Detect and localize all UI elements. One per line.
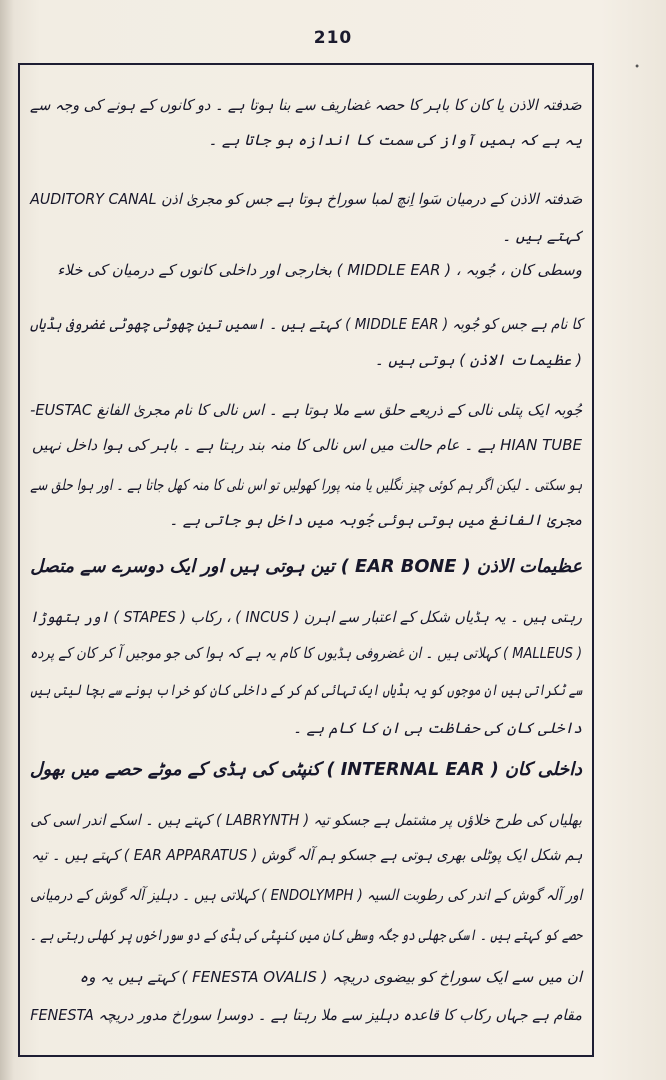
section-heading: عظیمات الاذن ( EAR BONE ) تین ہوتی ہیں اور ایک دوسرے سے متصل bbox=[30, 556, 582, 577]
text-line: داخلی کان کی حفاظت ہی ان کا کام ہے ۔ bbox=[292, 719, 582, 737]
text-line: حصے کو کہتے ہیں ۔ اسکی جھلی دو جگہ وسطی کان میں کنپٹی کی ہڈی کے دو سوراخوں پر کھلی رہتی ہے ۔ bbox=[29, 926, 582, 944]
text-line: جُوبہ ایک پتلی نالی کے ذریعے حلق سے ملا ہوتا ہے ۔ اس نالی کا نام مجریٰ الفانغ EUSTAC- bbox=[29, 401, 583, 419]
text-line: ( MALLEUS ) کہلاتی ہیں ۔ ان غضروفی ہڈیوں کا کام یہ ہے کہ ہوا کی جو موجیں آ کر کان کے پردہ bbox=[29, 644, 582, 662]
text-line: وسطی کان ، جُوبہ ، ( MIDDLE EAR ) بخارجی اور داخلی کانوں کے درمیان کی خلاء bbox=[57, 261, 582, 279]
text-line: سے ٹکراتی ہیں ان موجوں کو یہ ہڈیاں ایک تہائی کم کر کے داخلی کان کو خراب ہونے سے بچا لیتی ہیں bbox=[30, 681, 582, 699]
text-line: اور آلہ گوش کے اندر کی رطوبت السیہ ( ENDOLYMPH ) کہلاتی ہیں ۔ دہلیز آلہ گوش کے درمیانی bbox=[29, 886, 582, 904]
section-heading: داخلی کان ( INTERNAL EAR ) کنپٹی کی ہڈی کے موٹے حصے میں بھول bbox=[29, 759, 582, 780]
text-line: مجریٰ الفانغ میں ہوتی ہوئی جُوبہ میں داخل ہو جاتی ہے ۔ bbox=[169, 511, 582, 529]
text-line: رہتی ہیں ۔ یہ ہڈیاں شکل کے اعتبار سے اہرن ( INCUS ) ، رکاب ( STAPES ) اور ہتھوڑا bbox=[29, 608, 582, 626]
corner-mark: • bbox=[634, 62, 640, 73]
text-line: مقام ہے جہاں رکاب کا قاعدہ دہلیز سے ملا رہتا ہے ۔ دوسرا سوراخ مدور دریچہ FENESTA bbox=[30, 1006, 582, 1024]
text-line: ہم شکل ایک پوٹلی بھری ہوتی ہے جسکو ہم آلہ گوش ( EAR APPARATUS ) کہتے ہیں ۔ تیہ bbox=[30, 846, 582, 864]
text-line: صَدفتہ الاذن کے درمیان سَوا اِنچ لمبا سوراخ ہوتا ہے جس کو مجریٰ اذن AUDITORY CANAL bbox=[29, 190, 582, 208]
text-line: کا نام ہے جس کو جُوبہ ( MIDDLE EAR ) کہتے ہیں ۔ اسمیں تین چھوٹی چھوٹی غضروفی ہڈیاں bbox=[29, 315, 582, 333]
text-line: یہ ہے کہ ہمیں آواز کی سمت کا اندازہ ہو جاتا ہے ۔ bbox=[208, 131, 582, 149]
text-line: ( عظیمات الاذن ) ہوتی ہیں ۔ bbox=[374, 351, 582, 369]
text-line: ہو سکتی ۔ لیکن اگر ہم کوئی چیز نگلیں یا منہ پورا کھولیں تو اس نلی کا منہ کھل جاتا ہے ۔ اور ہوا حلق سے bbox=[29, 476, 582, 494]
text-line: صَدفتہ الاذن یا کان کا باہر کا حصہ غضاریف سے بنا ہوتا ہے ۔ دو کانوں کے ہونے کی وجہ سے bbox=[30, 96, 582, 114]
text-line: HIAN TUBE ہے ۔ عام حالت میں اس نالی کا منہ بند رہتا ہے ۔ باہر کی ہوا داخل نہیں bbox=[32, 436, 582, 454]
text-line: ان میں سے ایک سوراخ کو بیضوی دریچہ ( FENESTA OVALIS ) کہتے ہیں یہ وہ bbox=[79, 968, 582, 986]
text-line: بھلیاں کی طرح خلاؤں پر مشتمل ہے جسکو تیہ ( LABRYNTH ) کہتے ہیں ۔ اسکے اندر اسی کی bbox=[30, 811, 582, 829]
text-line: کہتے ہیں ۔ bbox=[502, 227, 582, 245]
page-number: 210 bbox=[313, 28, 353, 48]
